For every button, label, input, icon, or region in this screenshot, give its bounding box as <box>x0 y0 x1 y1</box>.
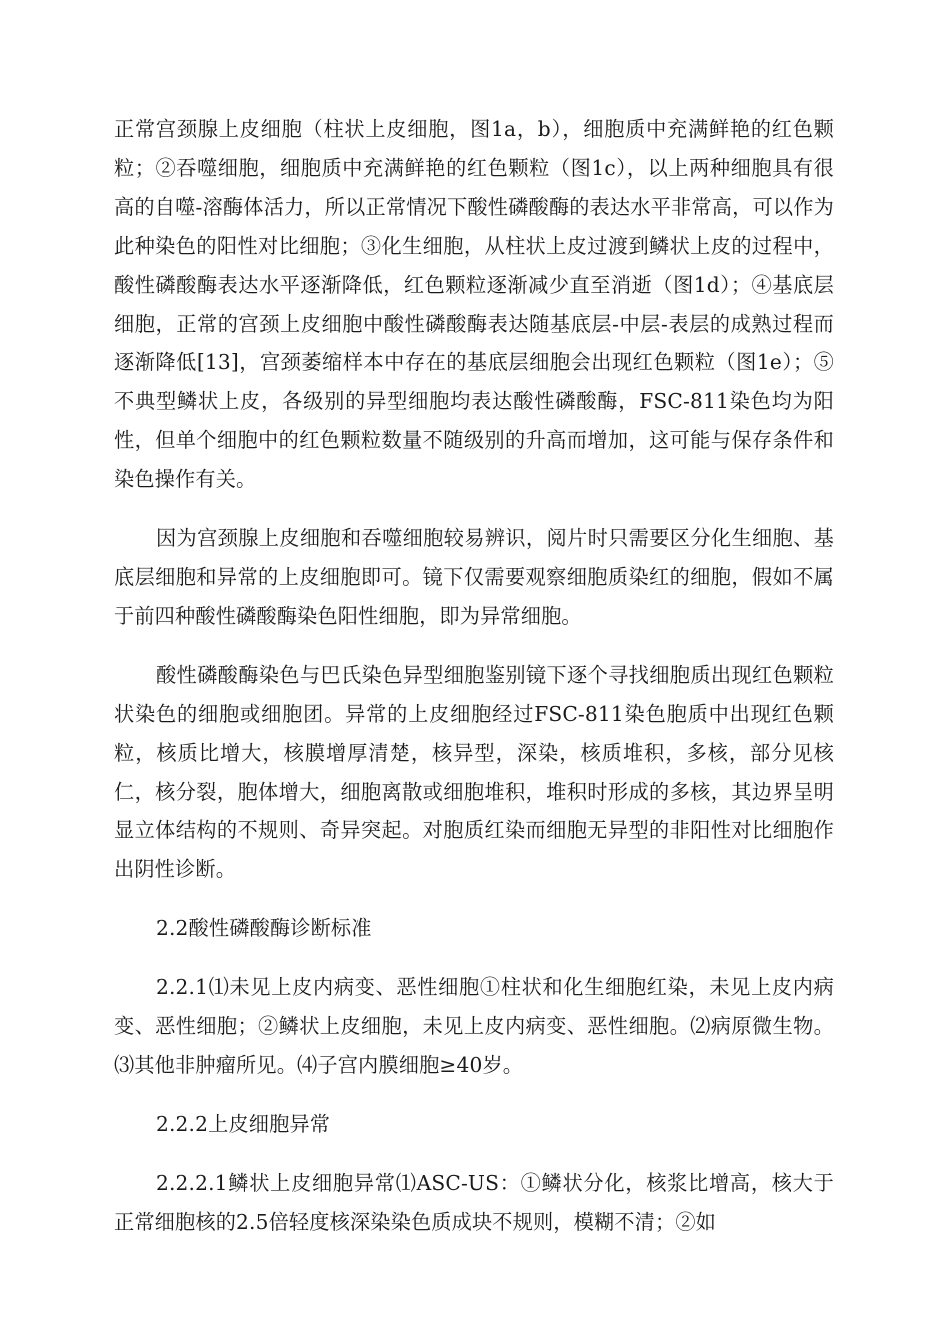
paragraph-3: 酸性磷酸酶染色与巴氏染色异型细胞鉴别镜下逐个寻找细胞质出现红色颗粒状染色的细胞或细胞团。异常的上皮细胞经过FSC-811染色胞质中出现红色颗粒，核质比增大，核膜增厚清楚，核异型，深染，核质堆积，多核，部分见核仁，核分裂，胞体增大，细胞离散或细胞堆积，堆积时形成的多核，其边界呈明显立体结构的不规则、奇异突起。对胞质红染而细胞无异型的非阳性对比细胞作出阴性诊断。 <box>114 662 834 882</box>
section-heading-2-2: 2.2酸性磷酸酶诊断标准 <box>156 916 372 941</box>
document-page <box>114 110 834 1262</box>
paragraph-2: 因为宫颈腺上皮细胞和吞噬细胞较易辨识，阅片时只需要区分化生细胞、基底层细胞和异常的上皮细胞即可。镜下仅需要观察细胞质染红的细胞，假如不属于前四种酸性磷酸酶染色阳性细胞，即为异常细胞。 <box>114 526 834 628</box>
paragraph-1: 正常宫颈腺上皮细胞（柱状上皮细胞，图1a，b），细胞质中充满鲜艳的红色颗粒；②吞噬细胞，细胞质中充满鲜艳的红色颗粒（图1c），以上两种细胞具有很高的自噬-溶酶体活力，所以正常情况下酸性磷酸酶的表达水平非常高，可以作为此种染色的阳性对比细胞；③化生细胞，从柱状上皮过渡到鳞状上皮的过程中，酸性磷酸酶表达水平逐渐降低，红色颗粒逐渐减少直至消逝（图1d）；④基底层细胞，正常的宫颈上皮细胞中酸性磷酸酶表达随基底层-中层-表层的成熟过程而逐渐降低[13]，宫颈萎缩样本中存在的基底层细胞会出现红色颗粒（图1e）；⑤不典型鳞状上皮，各级别的异型细胞均表达酸性磷酸酶，FSC-811染色均为阳性，但单个细胞中的红色颗粒数量不随级别的升高而增加，这可能与保存条件和染色操作有关。 <box>114 117 834 492</box>
section-heading-2-2-2: 2.2.2上皮细胞异常 <box>156 1111 331 1136</box>
paragraph-2-2-1: 2.2.1⑴未见上皮内病变、恶性细胞①柱状和化生细胞红染，未见上皮内病变、恶性细胞；②鳞状上皮细胞，未见上皮内病变、恶性细胞。⑵病原微生物。⑶其他非肿瘤所见。⑷子宫内膜细胞≥40岁。 <box>114 975 834 1077</box>
paragraph-2-2-2-1: 2.2.2.1鳞状上皮细胞异常⑴ASC-US：①鳞状分化，核浆比增高，核大于正常细胞核的2.5倍轻度核深染染色质成块不规则，模糊不清；②如 <box>114 1170 834 1234</box>
